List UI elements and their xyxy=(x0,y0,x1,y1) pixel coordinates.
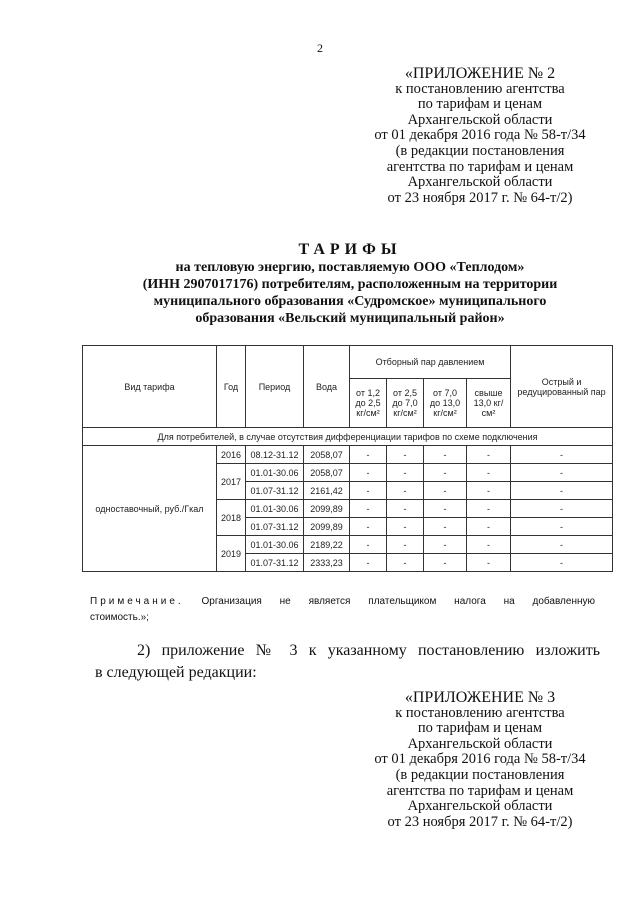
steam-cell: - xyxy=(424,536,467,554)
appendix-line: от 23 ноября 2017 г. № 64-т/2) xyxy=(387,813,573,830)
steam-cell: - xyxy=(424,518,467,536)
title-heading: ТАРИФЫ xyxy=(298,241,402,258)
appendix-line: Архангельской области xyxy=(407,735,553,752)
tariff-type-cell: одноставочный, руб./Гкал xyxy=(83,446,217,572)
title-line: на тепловую энергию, поставляемую ООО «Теплодом» xyxy=(175,260,525,275)
steam-cell: - xyxy=(350,446,387,464)
steam-cell: - xyxy=(387,482,424,500)
header-water: Вода xyxy=(304,346,350,428)
steam-cell: - xyxy=(350,464,387,482)
header-sharp-steam: Острый и редуцированный пар xyxy=(511,346,613,428)
paragraph-line1: 2) приложение № 3 к указанному постановлению изложить xyxy=(137,642,600,659)
sharp-steam-cell: - xyxy=(511,518,613,536)
title-line: муниципального образования «Судромское» муниципального xyxy=(153,294,547,309)
steam-cell: - xyxy=(387,500,424,518)
period-cell: 08.12-31.12 xyxy=(246,446,304,464)
appendix-2-header xyxy=(330,66,630,206)
water-cell: 2189,22 xyxy=(304,536,350,554)
appendix-line: от 23 ноября 2017 г. № 64-т/2) xyxy=(387,189,573,206)
tariff-table xyxy=(82,345,613,572)
appendix-line: к постановлению агентства xyxy=(395,80,565,97)
steam-cell: - xyxy=(350,554,387,572)
water-cell: 2161,42 xyxy=(304,482,350,500)
header-year: Год xyxy=(217,346,246,428)
steam-cell: - xyxy=(424,554,467,572)
steam-cell: - xyxy=(467,536,511,554)
appendix-line: «ПРИЛОЖЕНИЕ № 3 xyxy=(404,689,556,706)
title-line: (ИНН 2907017176) потребителям, расположенным на территории xyxy=(142,277,558,292)
document-title xyxy=(60,240,640,327)
steam-cell: - xyxy=(424,482,467,500)
water-cell: 2333,23 xyxy=(304,554,350,572)
table-note xyxy=(90,594,595,610)
steam-cell: - xyxy=(387,518,424,536)
instruction-paragraph xyxy=(95,640,600,684)
year-cell: 2019 xyxy=(217,536,246,572)
sharp-steam-cell: - xyxy=(511,536,613,554)
appendix-line: агентства по тарифам и ценам xyxy=(386,158,574,175)
period-cell: 01.07-31.12 xyxy=(246,554,304,572)
steam-cell: - xyxy=(350,536,387,554)
steam-cell: - xyxy=(387,446,424,464)
sharp-steam-cell: - xyxy=(511,464,613,482)
steam-cell: - xyxy=(467,464,511,482)
steam-cell: - xyxy=(424,446,467,464)
note-label: Примечание. xyxy=(90,596,184,607)
steam-cell: - xyxy=(350,500,387,518)
sharp-steam-cell: - xyxy=(511,554,613,572)
steam-cell: - xyxy=(387,464,424,482)
period-cell: 01.01-30.06 xyxy=(246,464,304,482)
appendix-line: «ПРИЛОЖЕНИЕ № 2 xyxy=(404,65,556,82)
sharp-steam-cell: - xyxy=(511,446,613,464)
section-note: Для потребителей, в случае отсутствия дифференциации тарифов по схеме подключения xyxy=(83,428,613,446)
title-line: образования «Вельский муниципальный район» xyxy=(195,311,505,326)
appendix-3-header xyxy=(330,690,630,830)
steam-cell: - xyxy=(467,518,511,536)
period-cell: 01.01-30.06 xyxy=(246,536,304,554)
water-cell: 2099,89 xyxy=(304,500,350,518)
header-steam-1: от 1,2 до 2,5 кг/см² xyxy=(350,379,387,428)
appendix-line: Архангельской области xyxy=(407,798,553,815)
steam-cell: - xyxy=(467,554,511,572)
header-steam-4: свыше 13,0 кг/см² xyxy=(467,379,511,428)
appendix-line: по тарифам и ценам xyxy=(417,96,543,113)
sharp-steam-cell: - xyxy=(511,482,613,500)
appendix-line: агентства по тарифам и ценам xyxy=(386,782,574,799)
note-text-line1: Организация не является плательщиком налога на добавленную xyxy=(201,596,595,607)
water-cell: 2099,89 xyxy=(304,518,350,536)
appendix-line: по тарифам и ценам xyxy=(417,720,543,737)
steam-cell: - xyxy=(467,500,511,518)
header-steam-2: от 2,5 до 7,0 кг/см² xyxy=(387,379,424,428)
steam-cell: - xyxy=(424,500,467,518)
note-text-line2: стоимость.»; xyxy=(90,612,149,623)
period-cell: 01.07-31.12 xyxy=(246,518,304,536)
year-cell: 2016 xyxy=(217,446,246,464)
appendix-line: Архангельской области xyxy=(407,111,553,128)
year-cell: 2018 xyxy=(217,500,246,536)
header-tariff-type: Вид тарифа xyxy=(83,346,217,428)
appendix-line: к постановлению агентства xyxy=(395,704,565,721)
page-number: 2 xyxy=(317,41,323,55)
steam-cell: - xyxy=(350,518,387,536)
header-period: Период xyxy=(246,346,304,428)
water-cell: 2058,07 xyxy=(304,446,350,464)
period-cell: 01.07-31.12 xyxy=(246,482,304,500)
period-cell: 01.01-30.06 xyxy=(246,500,304,518)
steam-cell: - xyxy=(350,482,387,500)
appendix-line: (в редакции постановления xyxy=(395,766,565,783)
header-steam-3: от 7,0 до 13,0 кг/см² xyxy=(424,379,467,428)
sharp-steam-cell: - xyxy=(511,500,613,518)
year-cell: 2017 xyxy=(217,464,246,500)
appendix-line: от 01 декабря 2016 года № 58-т/34 xyxy=(374,751,586,768)
appendix-line: Архангельской области xyxy=(407,174,553,191)
steam-cell: - xyxy=(424,464,467,482)
header-steam-group: Отборный пар давлением xyxy=(350,346,511,379)
steam-cell: - xyxy=(387,554,424,572)
steam-cell: - xyxy=(467,482,511,500)
appendix-line: (в редакции постановления xyxy=(395,142,565,159)
steam-cell: - xyxy=(387,536,424,554)
appendix-line: от 01 декабря 2016 года № 58-т/34 xyxy=(374,127,586,144)
water-cell: 2058,07 xyxy=(304,464,350,482)
paragraph-line2: в следующей редакции: xyxy=(95,664,257,681)
steam-cell: - xyxy=(467,446,511,464)
